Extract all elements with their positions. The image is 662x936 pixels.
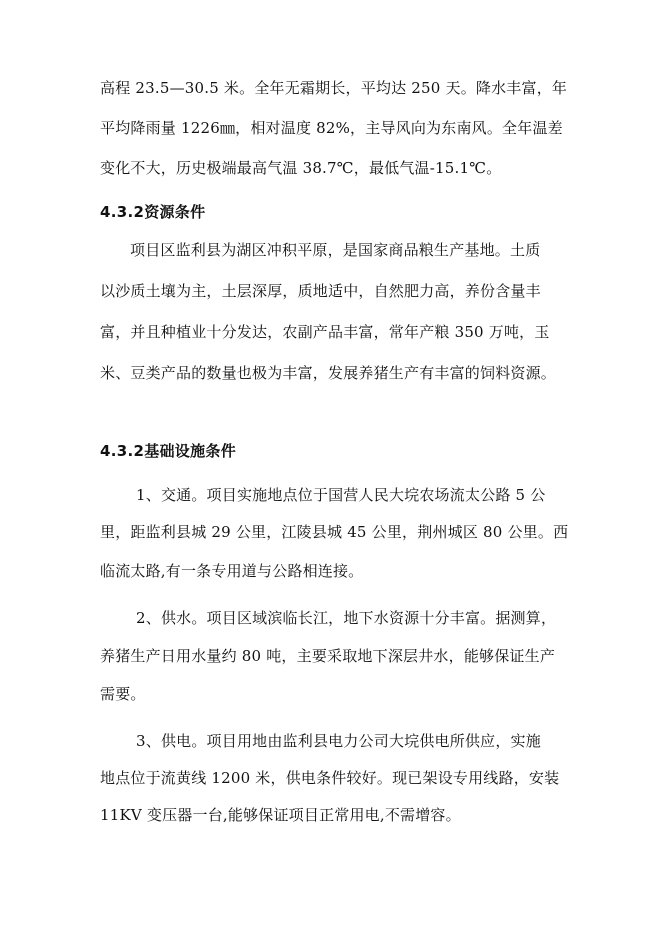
text-line: 项目区监利县为湖区冲积平原，是国家商品粮生产基地。土质 bbox=[130, 241, 541, 259]
text-line: 11KV 变压器一台,能够保证项目正常用电,不需增容。 bbox=[100, 806, 461, 824]
text-line: 里，距监利县城 29 公里，江陵县城 45 公里，荆州城区 80 公里。西 bbox=[100, 523, 569, 541]
text-line: 变化不大，历史极端最高气温 38.7℃，最低气温-15.1℃。 bbox=[100, 159, 502, 177]
text-line: 以沙质土壤为主，土层深厚，质地适中，自然肥力高，养份含量丰 bbox=[100, 282, 541, 300]
text-line: 平均降雨量 1226㎜，相对温度 82%，主导风向为东南风。全年温差 bbox=[100, 119, 563, 137]
text-line: 富，并且种植业十分发达，农副产品丰富，常年产粮 350 万吨，玉 bbox=[100, 323, 550, 341]
text-line: 高程 23.5—30.5 米。全年无霜期长，平均达 250 天。降水丰富，年 bbox=[100, 79, 568, 97]
text-line: 1、交通。项目实施地点位于国营人民大垸农场流太公路 5 公 bbox=[136, 486, 546, 504]
text-line: 米、豆类产品的数量也极为丰富，发展养猪生产有丰富的饲料资源。 bbox=[100, 364, 557, 382]
text-line: 养猪生产日用水量约 80 吨，主要采取地下深层井水，能够保证生产 bbox=[100, 647, 556, 665]
text-line: 需要。 bbox=[100, 685, 146, 703]
text-line: 3、供电。项目用地由监利县电力公司大垸供电所供应，实施 bbox=[136, 732, 541, 750]
section-heading-resources: 4.3.2资源条件 bbox=[100, 203, 206, 221]
text-line: 临流太路,有一条专用道与公路相连接。 bbox=[100, 562, 364, 580]
text-line: 地点位于流黄线 1200 米，供电条件较好。现已架设专用线路，安装 bbox=[100, 769, 560, 787]
text-line: 2、供水。项目区域滨临长江，地下水资源十分丰富。据测算， bbox=[136, 609, 557, 627]
section-heading-infrastructure: 4.3.2基础设施条件 bbox=[100, 442, 237, 460]
